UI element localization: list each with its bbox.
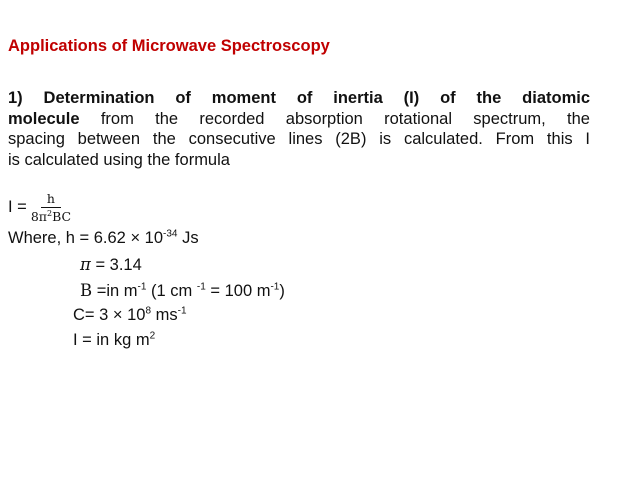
B-text-3: = 100 m	[205, 282, 271, 300]
paragraph	[8, 88, 590, 170]
pi-value: = 3.14	[90, 256, 142, 274]
bold-heading: 1) Determination of moment of inertia (I) of the diatomic	[8, 89, 590, 107]
den-exponent: 2	[46, 208, 53, 218]
B-exponent-1: -1	[137, 281, 147, 293]
where-C-row	[73, 306, 187, 325]
h-exponent: -34	[163, 228, 178, 240]
h-text: Where, h = 6.62 × 10	[8, 229, 164, 247]
where-I-row	[73, 331, 155, 350]
B-text-1: =in m	[92, 282, 138, 300]
paragraph-line-2	[8, 109, 590, 130]
formula-lhs: I =	[8, 198, 27, 216]
formula-fraction	[31, 191, 71, 224]
h-unit: Js	[177, 229, 199, 247]
den-suffix: BC	[52, 209, 72, 224]
pi-symbol: π	[80, 255, 91, 274]
slide-title: Applications of Microwave Spectroscopy	[8, 37, 330, 55]
formula-denominator	[31, 208, 71, 224]
I-text: I = in kg m	[73, 331, 150, 349]
C-unit: ms	[151, 306, 178, 324]
paragraph-line-2-rest: from the recorded absorption rotational spectrum, the	[79, 109, 590, 128]
formula-numerator: h	[41, 191, 61, 208]
B-exponent-2: -1	[196, 281, 206, 293]
B-text-2: (1 cm	[146, 282, 197, 300]
I-exponent: 2	[149, 330, 156, 342]
where-pi-row	[80, 255, 142, 275]
den-prefix: 8π	[30, 209, 47, 224]
bold-molecule: molecule	[8, 109, 80, 128]
paragraph-line-1	[8, 88, 590, 109]
paragraph-line-3: spacing between the consecutive lines (2B) is calculated. From this I	[8, 130, 590, 148]
paragraph-line-4: is calculated using the formula	[8, 150, 230, 169]
formula	[8, 191, 71, 224]
C-text: C= 3 × 10	[73, 306, 146, 324]
C-exponent: 8	[145, 305, 152, 317]
where-h-row	[8, 229, 199, 248]
B-text-4: )	[279, 282, 285, 300]
where-B-row	[80, 281, 285, 301]
B-exponent-3: -1	[270, 281, 280, 293]
C-unit-exponent: -1	[177, 305, 187, 317]
B-symbol: B	[80, 281, 93, 300]
